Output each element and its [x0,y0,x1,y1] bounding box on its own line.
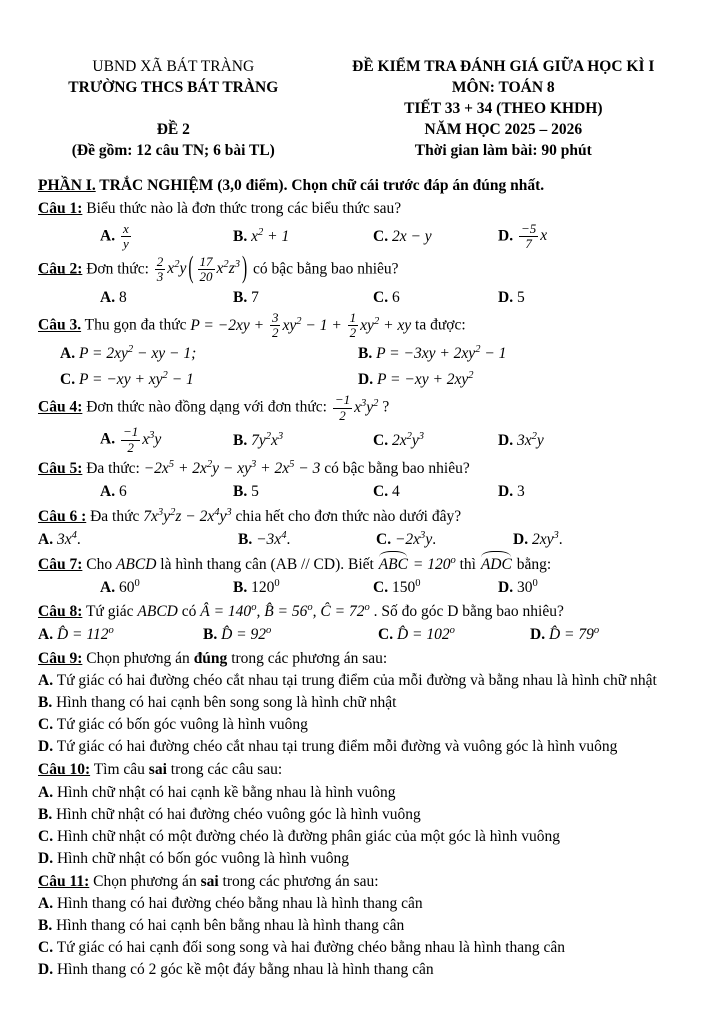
question-6 [38,506,698,550]
question-8 [38,601,698,645]
question-7 [38,553,698,598]
question-label: Câu 6 : [38,507,87,525]
question-label: Câu 10: [38,761,91,779]
options-row [100,577,698,598]
option-D: D. Hình thang có 2 góc kề một đáy bằng nhau là hình thang cân [38,961,434,979]
option-A: A. $\frac{x}{y}$ [100,220,129,252]
exam-code: ĐỀ 2 [156,121,190,139]
option-A: A. D̂ = $112^o$ [38,624,114,643]
question-text: Câu 1: Biểu thức nào là đơn thức trong các biểu thức sau? [38,200,402,218]
option-C: C. $150^0$ [373,577,421,596]
exam-note: (Đề gồm: 12 câu TN; 6 bài TL) [71,142,275,160]
option-B: B. 5 [233,483,259,501]
option-B: B. $120^0$ [233,577,280,596]
option-B: B. Hình chữ nhật có hai đường chéo vuông góc là hình vuông [38,805,421,823]
question-label: Câu 1: [38,200,83,218]
option-C: C. Tứ giác có bốn góc vuông là hình vuông [38,716,308,734]
option-A: A. 8 [100,288,127,306]
question-label: Câu 4: [38,398,83,416]
options-row [38,529,698,550]
section-title: TRẮC NGHIỆM (3,0 điểm). Chọn chữ cái trước đáp án đúng nhất. [95,177,545,195]
option-D: D. Tứ giác có hai đường chéo cắt nhau tại trung điểm mỗi đường và vuông góc là hình vuông [38,738,618,756]
option-B: B. $x^2 + 1$ [233,226,290,246]
option-A: A. Hình thang có hai đường chéo bằng nhau là hình thang cân [38,894,423,912]
question-4 [38,393,698,455]
option-C: C. 2x − y [373,228,432,246]
option-A: A. Hình chữ nhật có hai cạnh kề bằng nhau là hình vuông [38,783,396,801]
option-B: B. $P = -3xy + 2xy^2 - 1$ [358,343,507,362]
question-2 [38,252,698,308]
question-text: Câu 5: Đa thức: $-2x^5 + 2x^2y - xy^3 + 2x^5 - 3$ có bậc bằng bao nhiêu? [38,459,470,478]
option-A: A. $3x^4$. [38,529,81,548]
question-1 [38,198,698,251]
question-label: Câu 9: [38,650,83,668]
question-3 [38,311,698,390]
question-text: Câu 3. Thu gọn đa thức P = −2xy + $\frac{3}{2}$ $xy^2 - 1$ + $\frac{1}{2}$ $xy^2$ + xy ta được: [38,309,466,341]
question-text: Câu 4: Đơn thức nào đồng dạng với đơn thức: $\frac{-1}{2}$ $x^3y^2$ ? [38,392,390,423]
options-row [38,624,698,645]
issuer-name: UBND XÃ BÁT TRÀNG [92,58,255,75]
option-B: B. D̂ = $92^o$ [203,624,272,643]
option-D: D. $\frac{-5}{7}$ x [498,220,548,252]
options-row [100,287,698,308]
exam-subject: MÔN: TOÁN 8 [451,79,555,97]
option-C: C. 4 [373,483,400,501]
option-C: C. Tứ giác có hai cạnh đối song song và hai đường chéo bằng nhau là hình thang cân [38,939,566,957]
question-text: Câu 7: Cho ABCD là hình thang cân (AB // CD). Biết ABC = $120^o$ thì ADC bằng: [38,553,698,575]
question-label: Câu 8: [38,602,83,620]
section-heading [38,175,698,196]
option-C: C. $P = -xy + xy^2 - 1$ [60,369,194,389]
question-text: Câu 6 : Đa thức $7x^3y^2z - 2x^4y^3$ chia hết cho đơn thức nào dưới đây? [38,506,462,525]
option-A: A. $60^0$ [100,577,140,596]
question-label: Câu 7: [38,555,83,573]
question-9 [38,648,698,757]
option-D: D. 3 [498,483,525,501]
option-D: D. $30^0$ [498,577,538,596]
option-A: A. $P = 2xy^2$ − xy − 1; [60,343,197,362]
option-B: B. $7y^2x^3$ [233,430,284,449]
option-D: D. $3x^2y$ [498,430,544,449]
question-text: Câu 9: Chọn phương án đúng trong các phương án sau: [38,650,388,668]
option-B: B. Hình thang có hai cạnh bên song song là hình chữ nhật [38,694,397,712]
school-name: TRƯỜNG THCS BÁT TRÀNG [68,79,279,97]
option-D: D. 5 [498,288,525,306]
question-5 [38,458,698,502]
question-11 [38,871,698,980]
options-row [100,481,698,502]
option-D: D. $P = -xy + 2xy^2$ [358,369,474,389]
question-text: Câu 8: Tứ giác ABCD có Â = $140^o$, B̂ = $56^o$, Ĉ = $72^o$ . Số đo góc D bằng bao nhiêu? [38,601,564,620]
option-B: B. 7 [233,288,259,306]
question-10 [38,759,698,868]
question-text: Câu 10: Tìm câu sai trong các câu sau: [38,761,283,779]
question-list [38,198,698,980]
question-text: Câu 2: Đơn thức: $\frac{2}{3}$ $x^2y$ ( $\frac{17}{20}$ $x^2z^3$ ) có bậc bằng bao nhiêu? [38,252,399,286]
option-D: D. Hình chữ nhật có bốn góc vuông là hình vuông [38,849,350,867]
exam-title: ĐỀ KIỂM TRA ĐÁNH GIÁ GIỮA HỌC KÌ I [352,58,655,75]
question-text: Câu 11: Chọn phương án sai trong các phương án sau: [38,872,379,890]
option-D: D. D̂ = $79^o$ [530,624,600,643]
question-label: Câu 2: [38,260,83,278]
header-right-block [309,56,698,161]
options-row [100,425,698,455]
options-row [60,343,698,390]
question-label: Câu 5: [38,460,83,478]
option-A: A. $\frac{-1}{2}$ $x^3y$ [100,424,162,455]
option-C: C. D̂ = $102^o$ [378,624,455,643]
option-C: C. 6 [373,288,400,306]
header-left-block [38,56,309,161]
exam-duration: Thời gian làm bài: 90 phút [414,142,592,160]
option-A: A. Tứ giác có hai đường chéo cắt nhau tại trung điểm của mỗi đường và bằng nhau là hình chữ nhật [38,672,657,690]
exam-period: TIẾT 33 + 34 (THEO KHDH) [404,100,603,118]
question-label: Câu 3. [38,316,82,334]
option-B: B. $-3x^4$. [238,529,291,548]
option-D: D. $2xy^3$. [513,529,563,548]
option-C: C. $-2x^3y$. [376,529,437,548]
option-B: B. Hình thang có hai cạnh bên bằng nhau là hình thang cân [38,916,405,934]
question-label: Câu 11: [38,872,90,890]
option-C: C. $2x^2y^3$ [373,430,425,449]
option-A: A. 6 [100,483,127,501]
option-C: C. Hình chữ nhật có một đường chéo là đường phân giác của một góc là hình vuông [38,827,560,845]
school-year: NĂM HỌC 2025 – 2026 [424,121,583,139]
section-label: PHẦN I. [38,177,96,195]
exam-header [38,56,698,161]
